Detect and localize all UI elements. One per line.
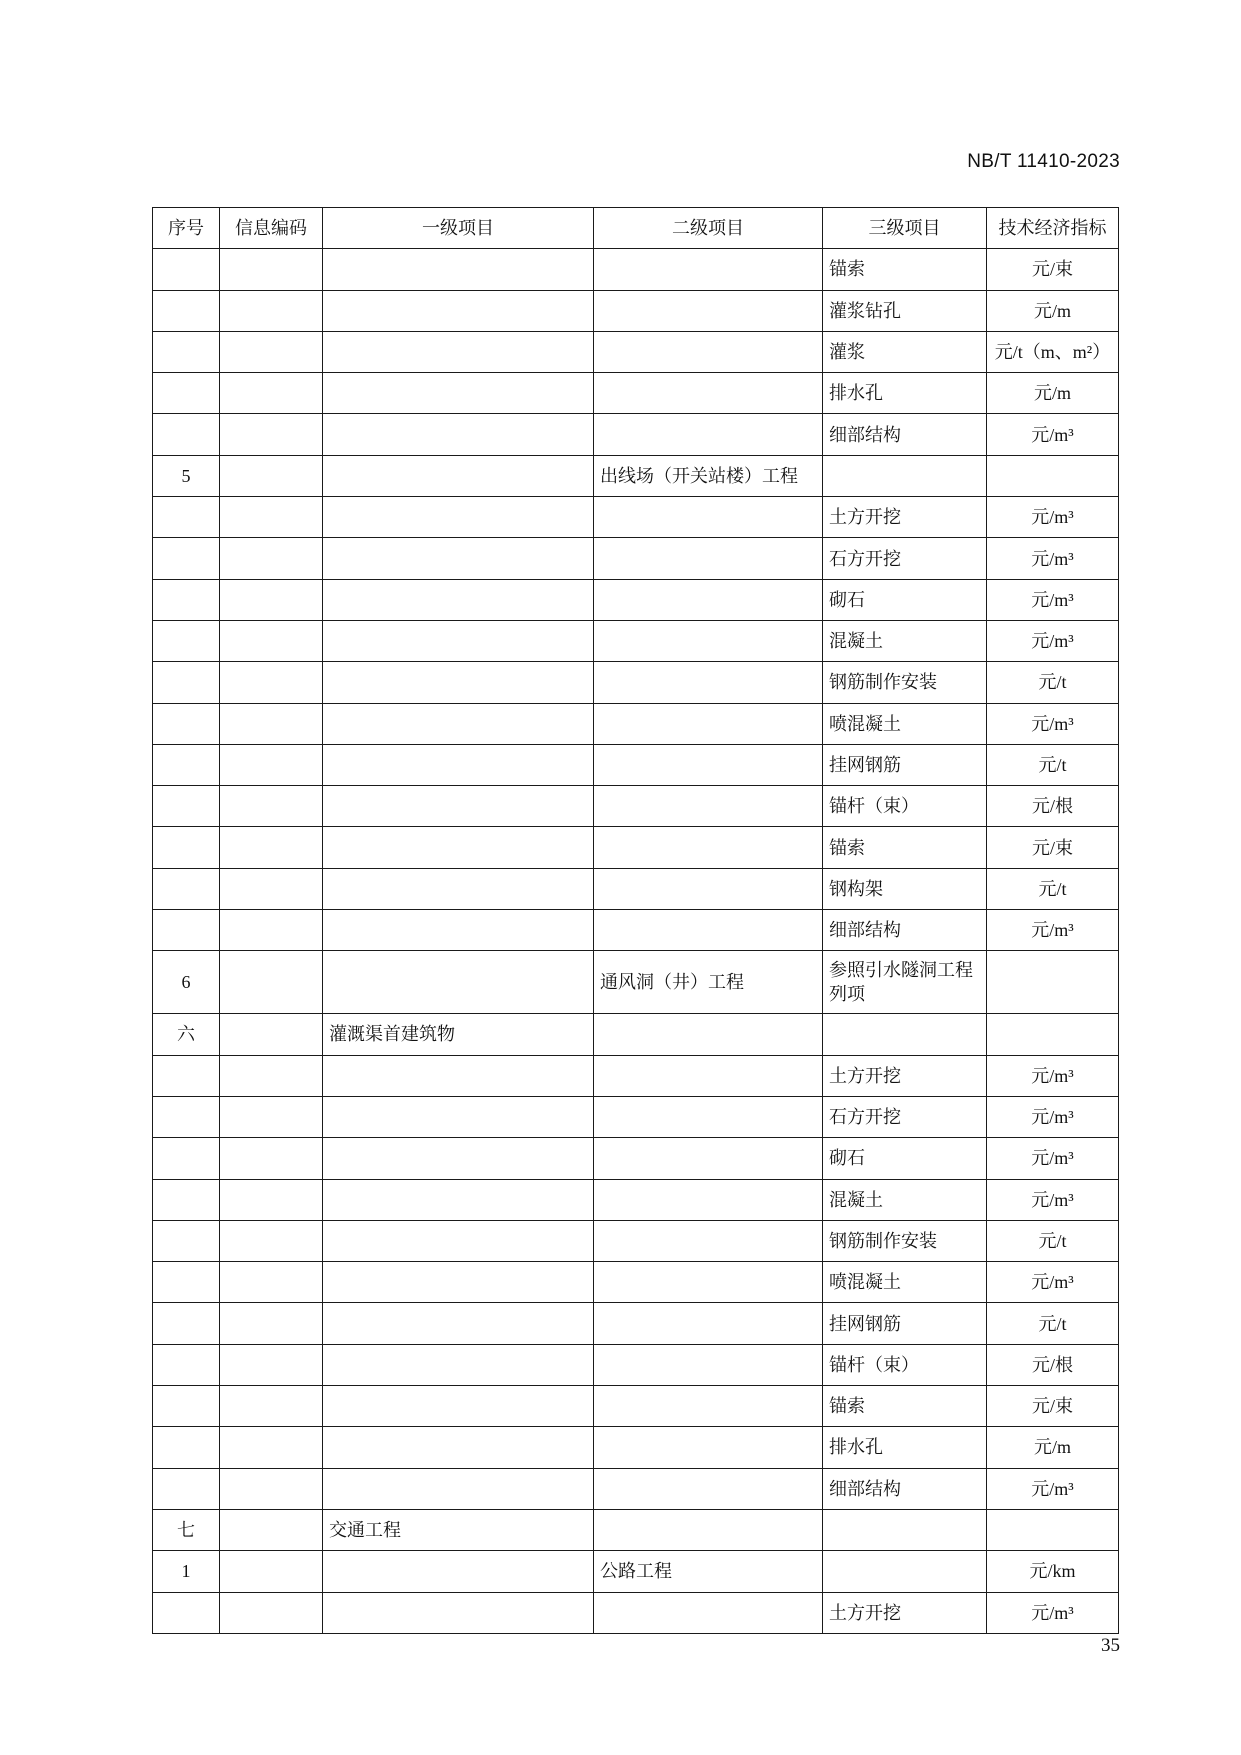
cell-level2 (594, 1468, 823, 1509)
cell-code (220, 249, 323, 290)
cell-level1: 灌溉渠首建筑物 (323, 1014, 594, 1055)
cell-level1 (323, 1179, 594, 1220)
cell-level3: 钢构架 (823, 868, 987, 909)
cell-level2 (594, 744, 823, 785)
cell-level3: 砌石 (823, 579, 987, 620)
cell-level3: 锚索 (823, 827, 987, 868)
cell-seq: 5 (153, 455, 220, 496)
cell-seq (153, 1138, 220, 1179)
cell-code (220, 786, 323, 827)
cell-level1 (323, 331, 594, 372)
cell-level3: 石方开挖 (823, 1096, 987, 1137)
cell-indicator (987, 1509, 1119, 1550)
cell-seq (153, 827, 220, 868)
cell-level1 (323, 662, 594, 703)
cell-level2 (594, 497, 823, 538)
table-row (153, 1014, 1119, 1055)
cell-level2 (594, 827, 823, 868)
cell-seq (153, 331, 220, 372)
cell-level2 (594, 620, 823, 661)
cell-seq (153, 1220, 220, 1261)
cell-code (220, 538, 323, 579)
cell-indicator: 元/根 (987, 786, 1119, 827)
table-row (153, 331, 1119, 372)
cell-level3: 钢筋制作安装 (823, 662, 987, 703)
cell-level3: 喷混凝土 (823, 1262, 987, 1303)
cell-level3: 土方开挖 (823, 1592, 987, 1633)
cell-code (220, 331, 323, 372)
cell-level2 (594, 703, 823, 744)
cell-code (220, 910, 323, 951)
cell-level3 (823, 1509, 987, 1550)
cell-level1 (323, 249, 594, 290)
cell-level1: 交通工程 (323, 1509, 594, 1550)
cell-level1 (323, 1303, 594, 1344)
cell-level3 (823, 1014, 987, 1055)
cell-level2 (594, 1509, 823, 1550)
cell-indicator: 元/m³ (987, 538, 1119, 579)
cell-level2: 出线场（开关站楼）工程 (594, 455, 823, 496)
cell-level1 (323, 1262, 594, 1303)
header-seq: 序号 (153, 208, 220, 249)
cell-level3: 排水孔 (823, 1427, 987, 1468)
indicator-table (152, 207, 1119, 1634)
cell-level1 (323, 1055, 594, 1096)
table-row (153, 620, 1119, 661)
cell-level1 (323, 1592, 594, 1633)
table-row (153, 1220, 1119, 1261)
cell-indicator: 元/m³ (987, 1468, 1119, 1509)
table-row (153, 744, 1119, 785)
cell-level1 (323, 1344, 594, 1385)
cell-level3: 挂网钢筋 (823, 744, 987, 785)
cell-level3: 锚索 (823, 1386, 987, 1427)
cell-level1 (323, 414, 594, 455)
cell-indicator: 元/束 (987, 1386, 1119, 1427)
cell-level3: 砌石 (823, 1138, 987, 1179)
cell-indicator: 元/m³ (987, 497, 1119, 538)
cell-level2 (594, 662, 823, 703)
cell-code (220, 1096, 323, 1137)
cell-level2 (594, 1386, 823, 1427)
table-row (153, 1551, 1119, 1592)
cell-code (220, 662, 323, 703)
cell-seq (153, 579, 220, 620)
cell-level3: 锚索 (823, 249, 987, 290)
cell-indicator: 元/束 (987, 827, 1119, 868)
table-row (153, 579, 1119, 620)
table-row (153, 1055, 1119, 1096)
cell-level1 (323, 1096, 594, 1137)
cell-code (220, 1220, 323, 1261)
cell-code (220, 1427, 323, 1468)
cell-code (220, 1014, 323, 1055)
cell-seq: 七 (153, 1509, 220, 1550)
cell-seq (153, 1427, 220, 1468)
cell-code (220, 1551, 323, 1592)
table-row (153, 1096, 1119, 1137)
cell-level3: 细部结构 (823, 910, 987, 951)
cell-seq (153, 1592, 220, 1633)
cell-indicator: 元/t (987, 662, 1119, 703)
cell-level3: 灌浆钻孔 (823, 290, 987, 331)
cell-level3: 土方开挖 (823, 497, 987, 538)
table-row (153, 662, 1119, 703)
cell-indicator: 元/m³ (987, 1096, 1119, 1137)
table-row (153, 1344, 1119, 1385)
cell-level1 (323, 827, 594, 868)
cell-indicator: 元/m³ (987, 414, 1119, 455)
cell-seq (153, 1096, 220, 1137)
cell-indicator: 元/束 (987, 249, 1119, 290)
cell-seq: 六 (153, 1014, 220, 1055)
cell-level2 (594, 414, 823, 455)
table-row (153, 1509, 1119, 1550)
cell-level1 (323, 703, 594, 744)
cell-indicator: 元/t (987, 868, 1119, 909)
cell-level1 (323, 910, 594, 951)
cell-indicator (987, 1014, 1119, 1055)
cell-level1 (323, 786, 594, 827)
cell-indicator: 元/m³ (987, 579, 1119, 620)
cell-level1 (323, 1427, 594, 1468)
cell-code (220, 414, 323, 455)
cell-code (220, 373, 323, 414)
cell-level2 (594, 1592, 823, 1633)
cell-level3: 混凝土 (823, 620, 987, 661)
cell-level1 (323, 1468, 594, 1509)
cell-seq (153, 249, 220, 290)
table-row (153, 951, 1119, 1014)
cell-indicator: 元/m³ (987, 1592, 1119, 1633)
cell-indicator: 元/t (987, 744, 1119, 785)
cell-indicator: 元/根 (987, 1344, 1119, 1385)
cell-level3: 喷混凝土 (823, 703, 987, 744)
cell-indicator (987, 951, 1119, 1014)
cell-indicator: 元/t（m、m²） (987, 331, 1119, 372)
cell-seq (153, 290, 220, 331)
cell-level3: 排水孔 (823, 373, 987, 414)
table-row (153, 1303, 1119, 1344)
cell-level1 (323, 373, 594, 414)
cell-indicator: 元/m (987, 373, 1119, 414)
cell-level3: 细部结构 (823, 1468, 987, 1509)
page-number: 35 (1101, 1635, 1120, 1656)
table-row (153, 1138, 1119, 1179)
cell-seq: 6 (153, 951, 220, 1014)
cell-level2 (594, 786, 823, 827)
table-row (153, 538, 1119, 579)
table-row (153, 1427, 1119, 1468)
cell-code (220, 1592, 323, 1633)
cell-seq (153, 620, 220, 661)
cell-seq (153, 1179, 220, 1220)
cell-code (220, 1344, 323, 1385)
cell-seq (153, 1055, 220, 1096)
header-level2: 二级项目 (594, 208, 823, 249)
cell-indicator: 元/m³ (987, 620, 1119, 661)
cell-seq (153, 414, 220, 455)
cell-indicator: 元/m³ (987, 1262, 1119, 1303)
cell-level2 (594, 1303, 823, 1344)
table-row (153, 1592, 1119, 1633)
cell-level2 (594, 373, 823, 414)
cell-code (220, 1386, 323, 1427)
cell-seq (153, 497, 220, 538)
cell-level2 (594, 1344, 823, 1385)
cell-code (220, 951, 323, 1014)
cell-code (220, 1468, 323, 1509)
cell-level1 (323, 497, 594, 538)
cell-seq (153, 1468, 220, 1509)
cell-level2: 公路工程 (594, 1551, 823, 1592)
cell-indicator: 元/t (987, 1303, 1119, 1344)
cell-level1 (323, 744, 594, 785)
header-level3: 三级项目 (823, 208, 987, 249)
cell-seq (153, 910, 220, 951)
cell-seq (153, 786, 220, 827)
cell-level3: 锚杆（束） (823, 786, 987, 827)
cell-level2 (594, 1220, 823, 1261)
cell-code (220, 455, 323, 496)
cell-level2 (594, 1138, 823, 1179)
cell-indicator: 元/m (987, 290, 1119, 331)
cell-code (220, 497, 323, 538)
table-row (153, 414, 1119, 455)
cell-seq (153, 662, 220, 703)
cell-level1 (323, 951, 594, 1014)
header-code: 信息编码 (220, 208, 323, 249)
cell-seq (153, 1344, 220, 1385)
cell-seq (153, 868, 220, 909)
cell-level2: 通风洞（井）工程 (594, 951, 823, 1014)
header-indicator: 技术经济指标 (987, 208, 1119, 249)
table-row (153, 1468, 1119, 1509)
cell-level2 (594, 538, 823, 579)
table-row (153, 703, 1119, 744)
table-row (153, 1262, 1119, 1303)
cell-code (220, 744, 323, 785)
table-row (153, 497, 1119, 538)
cell-level1 (323, 290, 594, 331)
cell-code (220, 620, 323, 661)
cell-level2 (594, 1262, 823, 1303)
table-row (153, 290, 1119, 331)
cell-indicator: 元/m³ (987, 910, 1119, 951)
cell-indicator: 元/m³ (987, 1055, 1119, 1096)
standard-code: NB/T 11410-2023 (967, 151, 1120, 172)
cell-level2 (594, 290, 823, 331)
table-row (153, 249, 1119, 290)
cell-indicator: 元/m³ (987, 1138, 1119, 1179)
cell-code (220, 579, 323, 620)
cell-indicator: 元/m³ (987, 703, 1119, 744)
cell-level1 (323, 1220, 594, 1261)
cell-level3 (823, 455, 987, 496)
cell-level3: 锚杆（束） (823, 1344, 987, 1385)
cell-level3: 挂网钢筋 (823, 1303, 987, 1344)
table-body (153, 249, 1119, 1634)
cell-seq (153, 538, 220, 579)
cell-seq (153, 373, 220, 414)
cell-level1 (323, 1551, 594, 1592)
cell-seq (153, 1303, 220, 1344)
cell-level3: 参照引水隧洞工程列项 (823, 951, 987, 1014)
cell-code (220, 1138, 323, 1179)
cell-seq: 1 (153, 1551, 220, 1592)
cell-level1 (323, 579, 594, 620)
cell-code (220, 703, 323, 744)
cell-level3: 土方开挖 (823, 1055, 987, 1096)
cell-level3: 混凝土 (823, 1179, 987, 1220)
cell-level2 (594, 579, 823, 620)
cell-code (220, 290, 323, 331)
cell-level2 (594, 1427, 823, 1468)
cell-level2 (594, 868, 823, 909)
header-level1: 一级项目 (323, 208, 594, 249)
cell-seq (153, 1386, 220, 1427)
table-row (153, 455, 1119, 496)
table-row (153, 868, 1119, 909)
cell-level1 (323, 455, 594, 496)
cell-level3: 细部结构 (823, 414, 987, 455)
cell-level3: 钢筋制作安装 (823, 1220, 987, 1261)
table-header-row (153, 208, 1119, 249)
table-row (153, 373, 1119, 414)
table-row (153, 786, 1119, 827)
cell-level3 (823, 1551, 987, 1592)
cell-level2 (594, 1014, 823, 1055)
cell-level1 (323, 620, 594, 661)
cell-code (220, 827, 323, 868)
cell-indicator (987, 455, 1119, 496)
cell-indicator: 元/m (987, 1427, 1119, 1468)
table-row (153, 910, 1119, 951)
cell-seq (153, 1262, 220, 1303)
cell-level2 (594, 1096, 823, 1137)
cell-level2 (594, 249, 823, 290)
cell-level3: 石方开挖 (823, 538, 987, 579)
cell-indicator: 元/m³ (987, 1179, 1119, 1220)
table-row (153, 1179, 1119, 1220)
cell-level1 (323, 1386, 594, 1427)
cell-code (220, 1055, 323, 1096)
cell-indicator: 元/km (987, 1551, 1119, 1592)
table-row (153, 1386, 1119, 1427)
cell-code (220, 868, 323, 909)
cell-level3: 灌浆 (823, 331, 987, 372)
cell-level2 (594, 1055, 823, 1096)
cell-indicator: 元/t (987, 1220, 1119, 1261)
cell-seq (153, 703, 220, 744)
table-row (153, 827, 1119, 868)
cell-code (220, 1509, 323, 1550)
cell-code (220, 1303, 323, 1344)
cell-level1 (323, 538, 594, 579)
cell-level2 (594, 331, 823, 372)
cell-code (220, 1262, 323, 1303)
cell-code (220, 1179, 323, 1220)
cell-level1 (323, 1138, 594, 1179)
cell-level2 (594, 1179, 823, 1220)
cell-seq (153, 744, 220, 785)
cell-level2 (594, 910, 823, 951)
cell-level1 (323, 868, 594, 909)
